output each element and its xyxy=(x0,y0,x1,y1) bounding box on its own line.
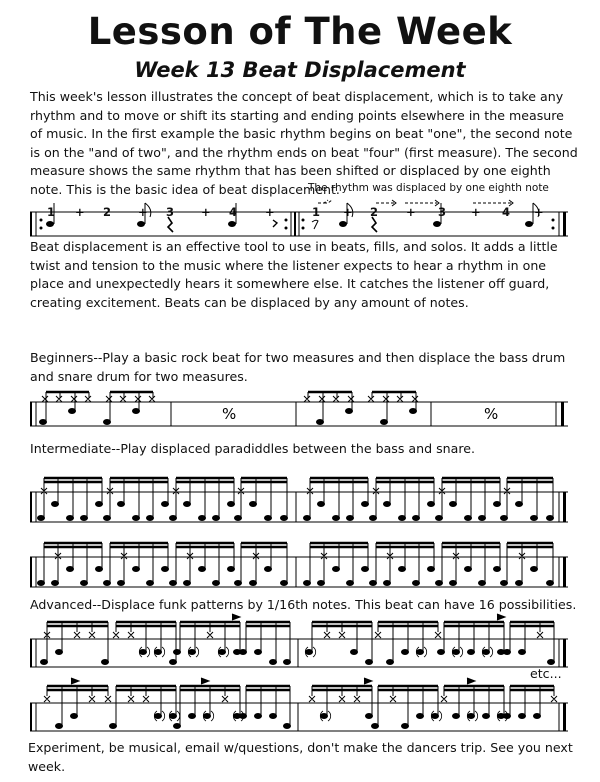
count-label: 3 xyxy=(438,205,447,219)
count-label: 1 xyxy=(47,205,56,219)
intro-paragraph: This week's lesson illustrates the concept of beat displacement, which is to take any rhythm and to move or shift its starting and ending points elsewhere in the measure of music. In the first example the basic rhythm begins on beat "one", the second note is on the "and of two", and the rhythm ends on beat "four" (first measure). The second measure shows the same rhythm that has been shifted or displaced by one eighth note. This is the basic idea of beat displacement. xyxy=(30,89,578,197)
count-label: + xyxy=(75,205,85,219)
etc-label: etc... xyxy=(530,666,562,681)
staff-beginners xyxy=(0,382,600,432)
count-label: + xyxy=(201,205,211,219)
count-label: 3 xyxy=(166,205,175,219)
svg-text:%: % xyxy=(484,405,499,423)
page-title: Lesson of The Week xyxy=(87,10,513,53)
advanced-instruction: Advanced--Displace funk patterns by 1/16th notes. This beat can have 16 possibilities. xyxy=(30,597,577,612)
count-label: 1 xyxy=(312,205,321,219)
count-label: 2 xyxy=(370,205,379,219)
count-label: + xyxy=(406,205,416,219)
count-label: + xyxy=(138,205,148,219)
count-label: 4 xyxy=(229,205,238,219)
staff-advanced-2 xyxy=(0,676,600,734)
count-label: + xyxy=(343,205,353,219)
count-label: + xyxy=(471,205,481,219)
svg-text:%: % xyxy=(222,405,237,423)
count-label: 2 xyxy=(103,205,112,219)
beginners-instruction: Beginners--Play a basic rock beat for two measures and then displace the bass drum and snare drum for two measures. xyxy=(30,350,566,384)
staff-intermediate-2 xyxy=(0,535,600,590)
count-label: + xyxy=(534,205,544,219)
page-subtitle: Week 13 Beat Displacement xyxy=(134,58,466,82)
displacement-caption: The rhythm was displaced by one eighth note xyxy=(308,182,549,194)
explanation-paragraph: Beat displacement is an effective tool to use in beats, fills, and solos. It adds a little twist and tension to the music where the listener expects to hear a rhythm in one place and unexpectedly hears it somewhere else. It catches the listener off guard, creating excitement. Beats can be displaced by any amount of notes. xyxy=(30,239,558,310)
count-label: + xyxy=(265,205,275,219)
staff-advanced-1 xyxy=(0,612,600,672)
closing-line: Experiment, be musical, email w/questions, don't make the dancers trip. See you next week. xyxy=(28,740,573,774)
staff-intermediate-1 xyxy=(0,470,600,525)
count-label: 4 xyxy=(502,205,511,219)
intermediate-instruction: Intermediate--Play displaced paradiddles between the bass and snare. xyxy=(30,441,476,456)
staff-example-1 xyxy=(0,195,600,240)
